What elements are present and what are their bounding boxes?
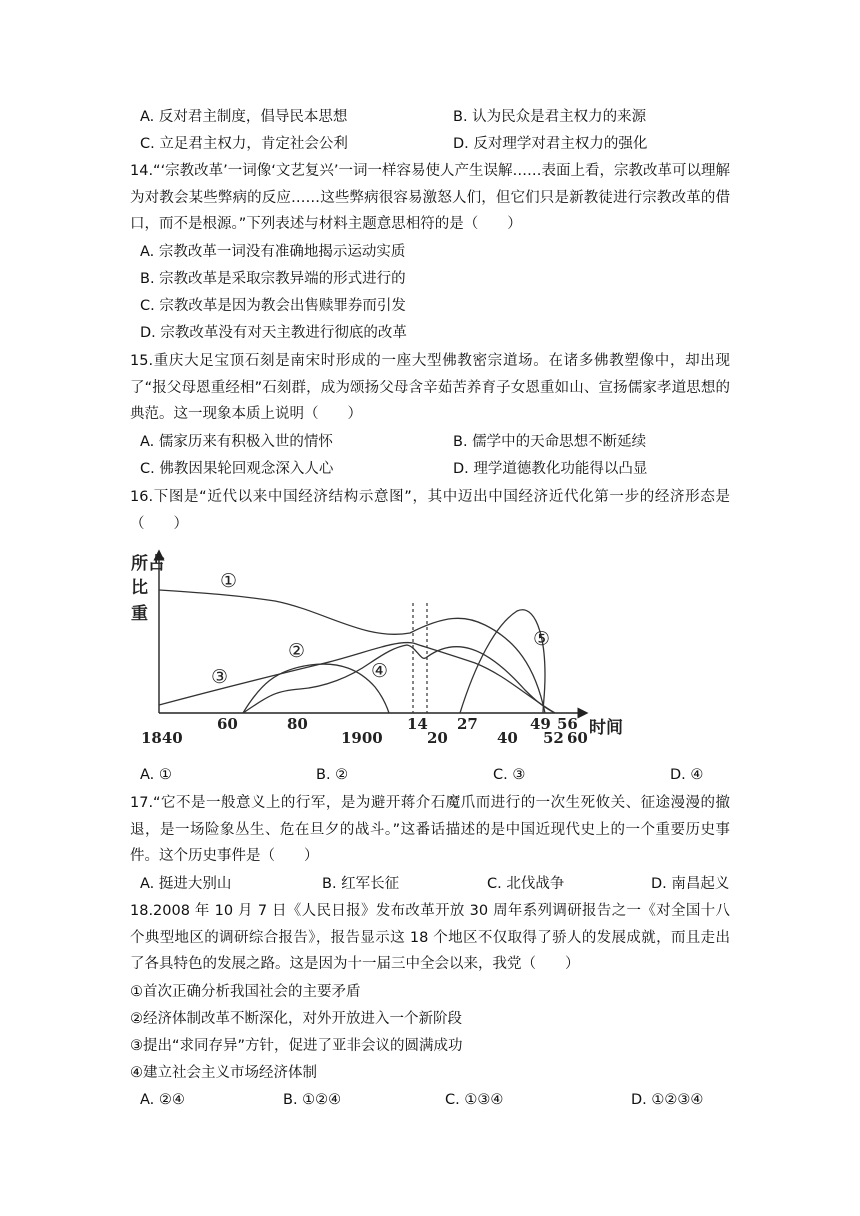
- q13-option-d: D. 反对理学对君主权力的强化: [453, 136, 648, 152]
- q17-option-d: D. 南昌起义: [651, 876, 730, 892]
- q15-option-d: D. 理学道德教化功能得以凸显: [453, 461, 648, 477]
- ylabel-part-1: 所占: [131, 554, 165, 574]
- q18-option-c: C. ①③④: [445, 1092, 504, 1108]
- q15-stem: 15.重庆大足宝顶石刻是南宋时形成的一座大型佛教密宗道场。在诸多佛教塑像中，却出现了“报父母恩重经相”石刻群，成为颂扬父母含辛茹苦养育子女恩重如山、宣扬儒家孝道思想的典范。这一现象本质上说明（ ）: [130, 353, 730, 422]
- q15-option-c: C. 佛教因果轮回观念深入人心: [140, 461, 334, 477]
- q14-stem: 14.“‘宗教改革’一词像‘文艺复兴’一词一样容易使人产生误解……表面上看，宗教改革可以理解为对教会某些弊病的反应……这些弊病很容易激怒人们，但它们只是新教徒进行宗教改革的借口，而不是根源。”下列表述与材料主题意思相符的是（ ）: [130, 163, 731, 232]
- series-label-3: ③: [211, 666, 229, 688]
- x-tick-upper-5: 49: [530, 715, 551, 733]
- q13-option-c: C. 立足君主权力，肯定社会公利: [140, 136, 348, 152]
- q18-item-3: ③提出“求同存异”方针，促进了亚非会议的圆满成功: [130, 1038, 463, 1054]
- curve-2: [243, 664, 389, 713]
- series-label-2: ②: [288, 640, 306, 662]
- x-tick-upper-1: 60: [217, 715, 238, 733]
- x-tick-lower-3: 20: [427, 729, 448, 747]
- x-tick-lower-6: 60: [567, 729, 588, 747]
- x-tick-upper-6: 56: [557, 715, 578, 733]
- ylabel-part-3: 重: [131, 604, 148, 624]
- q18-option-b: B. ①②④: [283, 1092, 342, 1108]
- x-tick-lower-5: 52: [543, 729, 564, 747]
- q16-option-b: B. ②: [316, 767, 349, 783]
- q13-option-b: B. 认为民众是君主权力的来源: [453, 109, 647, 125]
- q14-option-b: B. 宗教改革是采取宗教异端的形式进行的: [140, 271, 406, 287]
- x-tick-upper-3: 14: [407, 715, 428, 733]
- q15-option-b: B. 儒学中的天命思想不断延续: [453, 434, 647, 450]
- x-tick-lower-4: 40: [497, 729, 518, 747]
- x-tick-lower-1: 1840: [141, 729, 183, 747]
- y-axis-label: [131, 553, 171, 624]
- x-tick-upper-4: 27: [457, 715, 478, 733]
- q16-stem: 16.下图是“近代以来中国经济结构示意图”，其中迈出中国经济近代化第一步的经济形态是（ ）: [130, 489, 730, 532]
- q16-option-d: D. ④: [670, 767, 704, 783]
- ylabel-part-2: 比: [131, 578, 148, 598]
- q17-option-b: B. 红军长征: [322, 876, 400, 892]
- q17-option-c: C. 北伐战争: [487, 876, 565, 892]
- q15-option-a: A. 儒家历来有积极入世的情怀: [140, 434, 333, 450]
- series-label-4: ④: [371, 660, 389, 682]
- q17-stem: 17.“它不是一般意义上的行军，是为避开蒋介石魔爪而进行的一次生死攸关、征途漫漫的撤退，是一场险象丛生、危在旦夕的战斗。”这番话描述的是中国近现代史上的一个重要历史事件。这个历史事件是（ ）: [130, 795, 730, 864]
- series-label-5: ⑤: [533, 628, 551, 650]
- economic-structure-chart: [125, 545, 635, 755]
- series-label-1: ①: [220, 570, 238, 592]
- q18-item-2: ②经济体制改革不断深化，对外开放进入一个新阶段: [130, 1011, 462, 1027]
- curve-1: [159, 590, 545, 713]
- x-tick-lower-2: 1900: [341, 729, 383, 747]
- q14-option-d: D. 宗教改革没有对天主教进行彻底的改革: [140, 325, 407, 341]
- q18-item-4: ④建立社会主义市场经济体制: [130, 1065, 317, 1081]
- q17-option-a: A. 挺进大别山: [140, 876, 232, 892]
- x-axis-label: 时间: [589, 718, 623, 738]
- q13-option-a: A. 反对君主制度，倡导民本思想: [140, 109, 348, 125]
- q16-option-a: A. ①: [140, 767, 172, 783]
- q14-option-c: C. 宗教改革是因为教会出售赎罪券而引发: [140, 298, 406, 314]
- q14-option-a: A. 宗教改革一词没有准确地揭示运动实质: [140, 244, 406, 260]
- q18-item-1: ①首次正确分析我国社会的主要矛盾: [130, 984, 361, 1000]
- x-tick-upper-2: 80: [287, 715, 308, 733]
- q18-stem: 18.2008 年 10 月 7 日《人民日报》发布改革开放 30 周年系列调研报告之一《对全国十八个典型地区的调研综合报告》，报告显示这 18 个地区不仅取得了骄人的发展成就，而且走出了各具特色的发展之路。这是因为十一届三中全会以来，我党（ ）: [130, 903, 730, 972]
- q16-option-c: C. ③: [493, 767, 526, 783]
- q18-option-a: A. ②④: [140, 1092, 185, 1108]
- q18-option-d: D. ①②③④: [631, 1092, 704, 1108]
